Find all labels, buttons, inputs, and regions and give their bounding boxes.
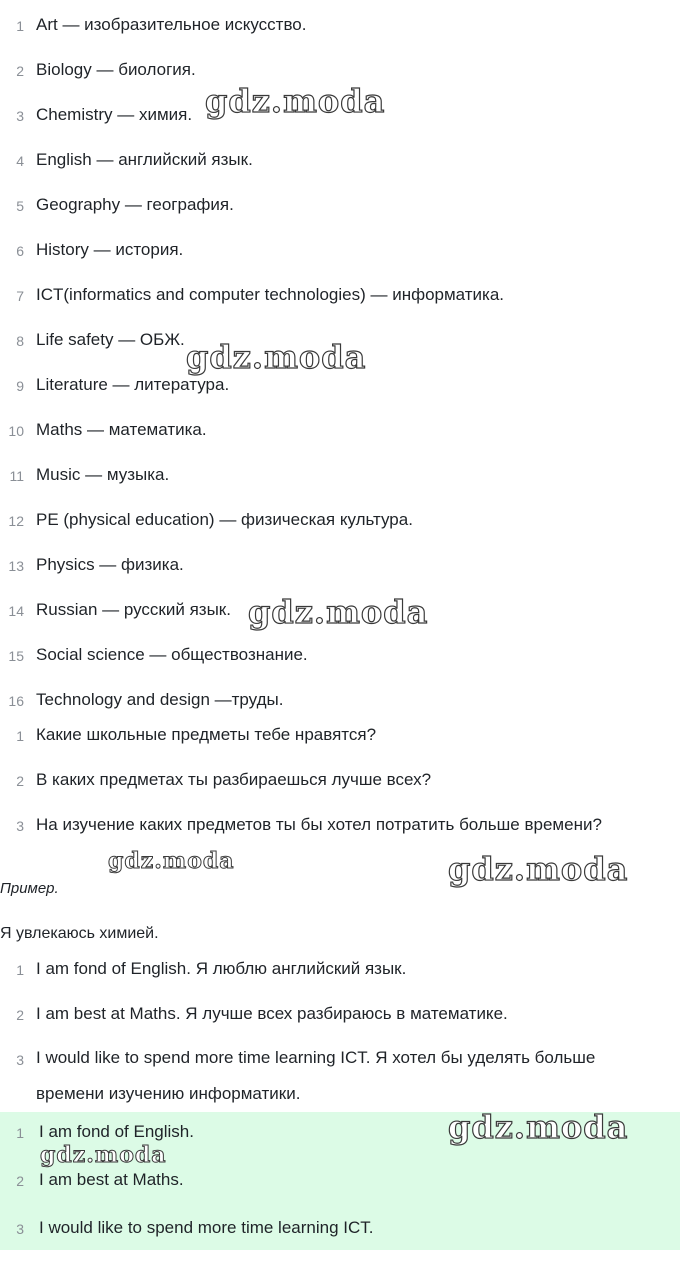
item-text: I would like to spend more time learning ICT. Я хотел бы уделять больше времени изучению информатики. <box>36 1048 596 1103</box>
item-number: 1 <box>16 18 24 34</box>
list-item <box>0 141 680 186</box>
item-text: Какие школьные предметы тебе нравятся? <box>36 725 377 744</box>
item-text: На изучение каких предметов ты бы хотел потратить больше времени? <box>36 815 602 834</box>
list-item <box>0 1160 680 1208</box>
list-item <box>0 231 680 276</box>
item-number: 1 <box>16 962 24 978</box>
item-number: 11 <box>9 468 24 484</box>
item-text: I am fond of English. <box>39 1122 194 1141</box>
item-text: Geography — география. <box>36 195 234 214</box>
watermark: gdz.moda <box>108 848 235 874</box>
list-item <box>0 276 680 321</box>
item-number: 12 <box>8 513 24 529</box>
list-item <box>0 995 680 1040</box>
watermark: gdz.moda <box>186 338 367 376</box>
item-number: 5 <box>16 198 24 214</box>
item-number: 6 <box>16 243 24 259</box>
list-item <box>0 366 680 411</box>
list-item <box>0 636 680 681</box>
item-text: I am fond of English. Я люблю английский язык. <box>36 959 407 978</box>
list-item <box>0 51 680 96</box>
item-number: 3 <box>16 108 24 124</box>
list-item <box>0 6 680 51</box>
item-number: 9 <box>16 378 24 394</box>
watermark: gdz.moda <box>40 1142 167 1168</box>
item-text: В каких предметах ты разбираешься лучше всех? <box>36 770 432 789</box>
list-item <box>0 591 680 636</box>
item-number: 2 <box>16 1007 24 1023</box>
item-number: 3 <box>16 1221 24 1237</box>
watermark: gdz.moda <box>448 1108 629 1146</box>
list-item <box>0 186 680 231</box>
watermark: gdz.moda <box>248 593 429 631</box>
example-answers-list <box>0 950 680 1130</box>
questions-list <box>0 716 680 851</box>
list-item <box>0 321 680 366</box>
item-number: 7 <box>16 288 24 304</box>
item-number: 2 <box>16 63 24 79</box>
answer-block <box>0 1112 680 1250</box>
list-item <box>0 1208 680 1256</box>
item-number: 4 <box>16 153 24 169</box>
item-text: Technology and design —труды. <box>36 690 284 709</box>
example-label: Пример. <box>0 880 59 897</box>
item-text: Art — изобразительное искусство. <box>36 15 307 34</box>
item-text: English — английский язык. <box>36 150 253 169</box>
item-text: Chemistry — химия. <box>36 105 193 124</box>
item-number: 10 <box>8 423 24 439</box>
list-item <box>0 1112 680 1160</box>
item-text: I would like to spend more time learning ICT. <box>39 1218 374 1237</box>
item-number: 1 <box>16 1125 24 1141</box>
list-item <box>0 546 680 591</box>
item-text: Social science — обществознание. <box>36 645 308 664</box>
item-text: Maths — математика. <box>36 420 207 439</box>
item-number: 13 <box>8 558 24 574</box>
example-text: Я увлекаюсь химией. <box>0 925 159 942</box>
watermark: gdz.moda <box>205 82 386 120</box>
item-number: 16 <box>8 693 24 709</box>
item-number: 2 <box>16 773 24 789</box>
item-text: I am best at Maths. Я лучше всех разбираюсь в математике. <box>36 1004 508 1023</box>
item-text: PE (physical education) — физическая культура. <box>36 510 413 529</box>
item-number: 15 <box>8 648 24 664</box>
item-text: Literature — литература. <box>36 375 230 394</box>
item-text: Music — музыка. <box>36 465 170 484</box>
item-text: Russian — русский язык. <box>36 600 231 619</box>
item-number: 1 <box>16 728 24 744</box>
item-text: Biology — биология. <box>36 60 196 79</box>
list-item <box>0 716 680 761</box>
list-item <box>0 806 680 851</box>
item-text: Life safety — ОБЖ. <box>36 330 185 349</box>
item-number: 3 <box>16 1052 24 1068</box>
item-text: Physics — физика. <box>36 555 184 574</box>
list-item <box>0 96 680 141</box>
item-number: 14 <box>8 603 24 619</box>
list-item <box>0 456 680 501</box>
list-item <box>0 950 680 995</box>
item-text: I am best at Maths. <box>39 1170 184 1189</box>
item-number: 3 <box>16 818 24 834</box>
subjects-list <box>0 6 680 726</box>
item-number: 8 <box>16 333 24 349</box>
item-text: History — история. <box>36 240 184 259</box>
list-item <box>0 411 680 456</box>
list-item <box>0 501 680 546</box>
list-item <box>0 761 680 806</box>
watermark: gdz.moda <box>448 850 629 888</box>
item-number: 2 <box>16 1173 24 1189</box>
item-text: ICT(informatics and computer technologies) — информатика. <box>36 285 505 304</box>
